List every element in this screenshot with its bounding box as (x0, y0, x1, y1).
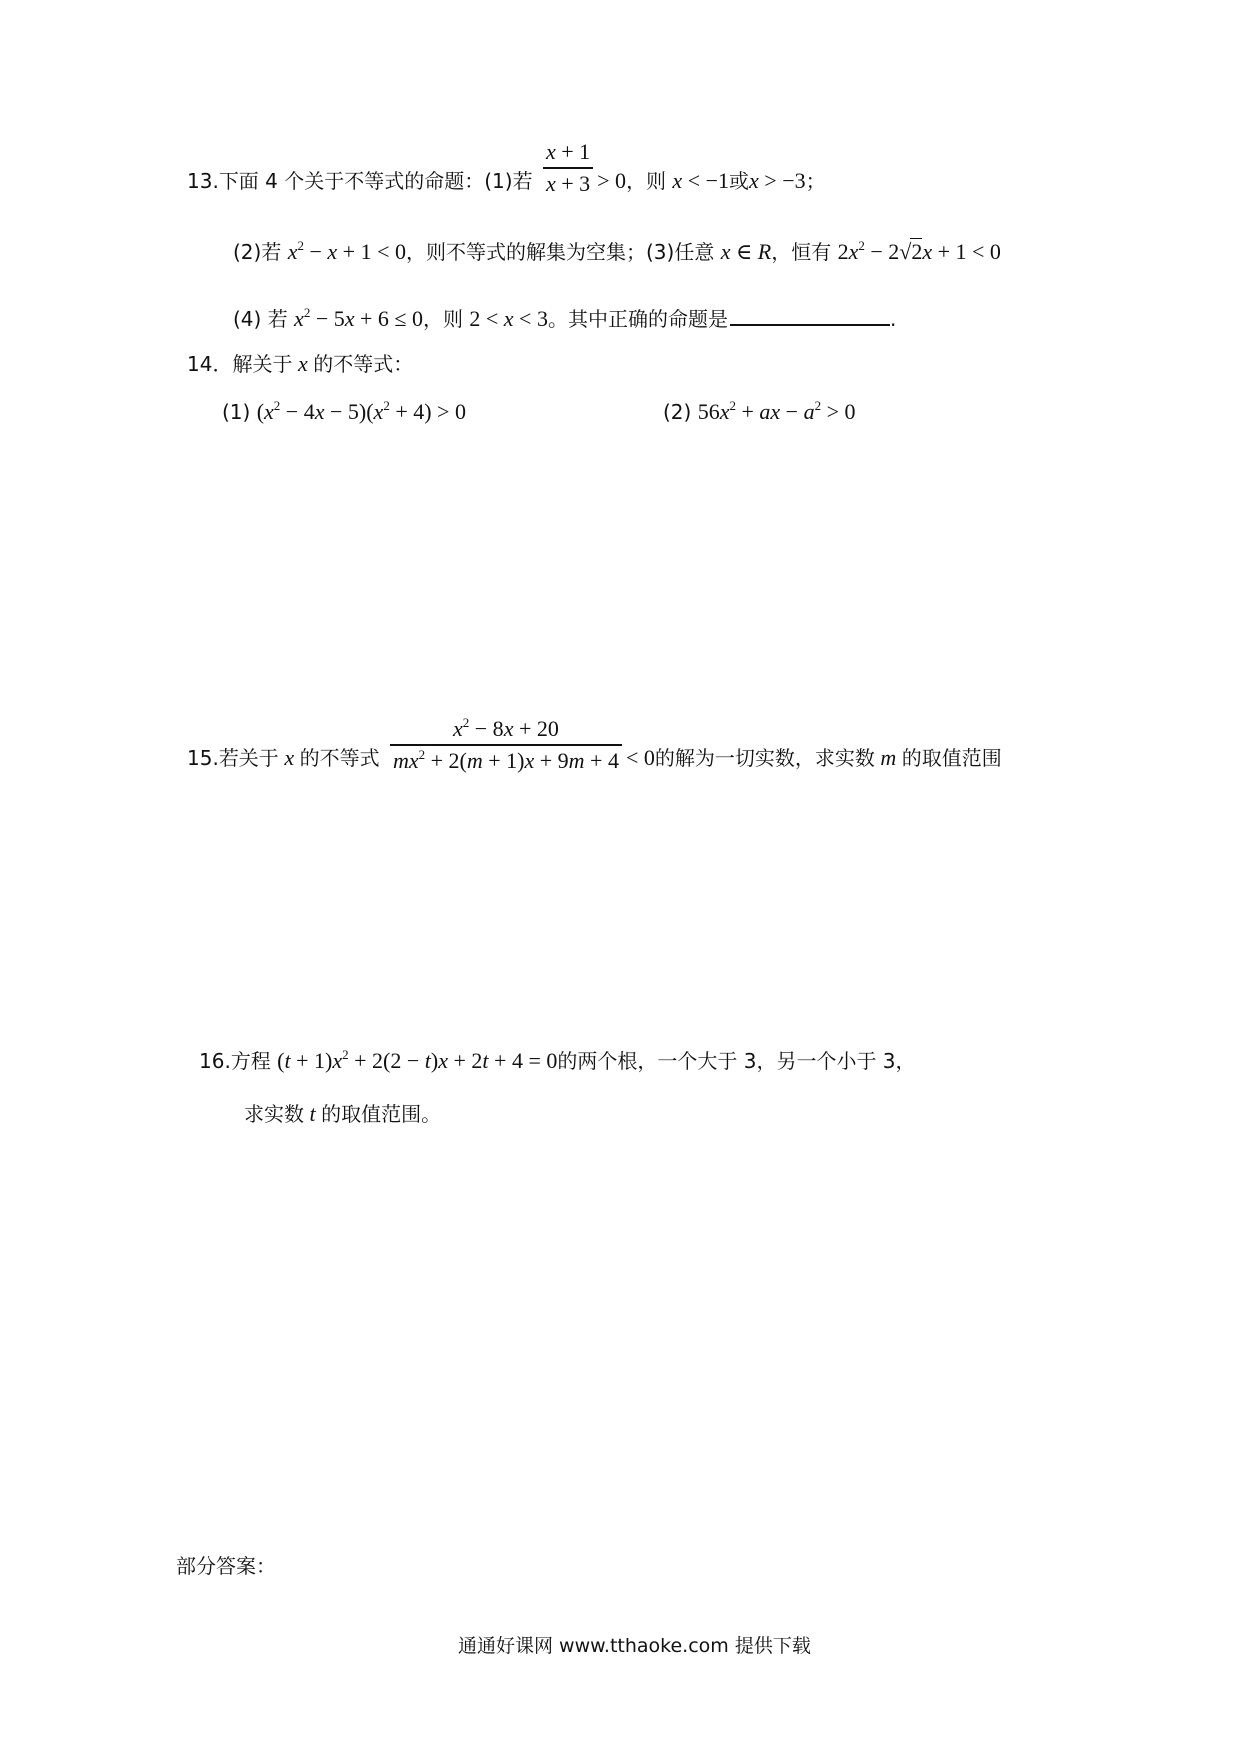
q13-line3: (4) 若 $x^2 - 5x + 6 \le 0$，则 2 < x < 3。其中正确的命题是 . (233, 302, 896, 335)
footer-text: 通通好课网 www.tthaoke.com 提供下载 (458, 1635, 811, 1657)
q14-sub2: (2) $56x^2$ + ax − $a^2 > 0$ (663, 398, 856, 424)
q16-line1: 16.方程 $(t + 1)x^2 + 2(2 - t)x + 2t + 4 = 0$的两个根，一个大于 3，另一个小于 3， (199, 1047, 916, 1073)
q13-line1: 13.下面 4 个关于不等式的命题：(1)若 $\frac{x + 1}{x + 3}$ > 0，则 x < −1或x > −3； (187, 165, 826, 199)
q13-number: 13. (187, 169, 219, 193)
q13-text-a: ，则 (626, 169, 667, 193)
q13-text-or: 或 (729, 169, 750, 193)
q16-line2: 求实数 t 的取值范围。 (244, 1101, 442, 1126)
q14-line1: 14．解关于 x 的不等式： (187, 351, 414, 376)
q15-line1: 15.若关于 x 的不等式 $\frac{x^2 - 8x + 20}{mx^2 + 2(m + 1)x + 9m + 4}$ < 0的解为一切实数，求实数 m 的取值范围 (187, 742, 1002, 776)
q13-intro: 下面 4 个关于不等式的命题：(1)若 (218, 169, 533, 193)
q14-sub1: (1) $(x^2 - 4x - 5)(x^2 + 4) > 0$ (222, 398, 466, 424)
answers-label: 部分答案： (176, 1554, 276, 1578)
q15-fraction: $\frac{x^2 - 8x + 20}{mx^2 + 2(m + 1)x + 9m + 4}$ (390, 714, 622, 776)
q13-line2: (2)若 $x^2 - x + 1 < 0$，则不等式的解集为空集；(3)任意 x ∈ R，恒有 $2x^2 - 2√2x + 1 < 0$ (233, 238, 1001, 264)
q13-fraction: $\frac{x + 1}{x + 3}$ (543, 137, 593, 199)
answer-blank[interactable] (730, 302, 890, 326)
